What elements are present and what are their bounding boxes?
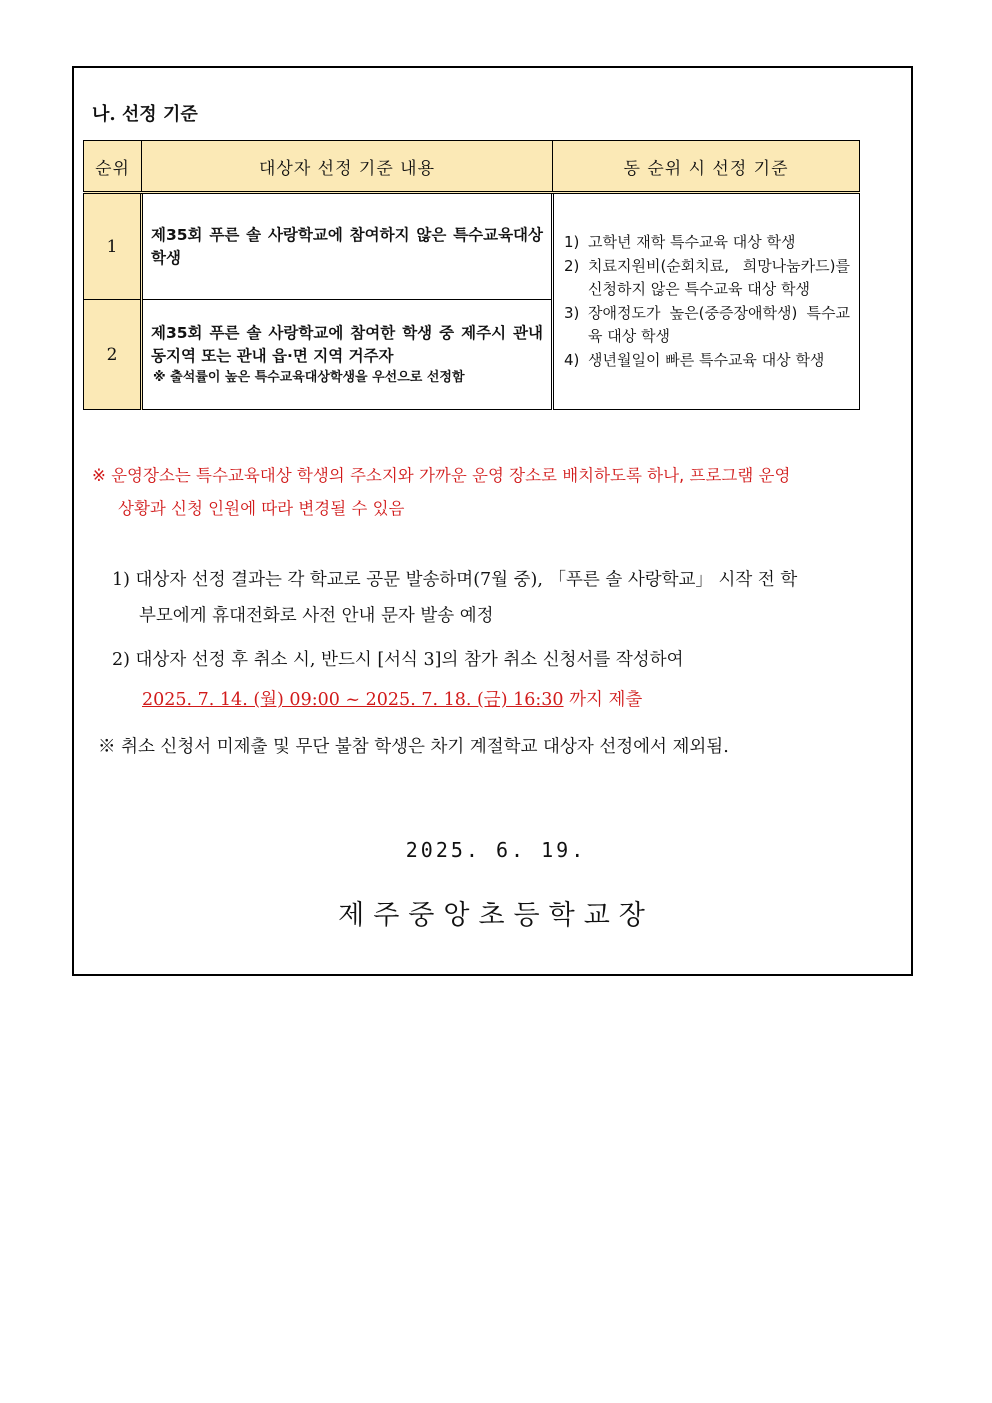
table-header-row (84, 141, 860, 193)
issuer-signature: 제주중앙초등학교장 (338, 900, 654, 931)
venue-notice-line: 상황과 신청 인원에 따라 변경될 수 있음 (118, 499, 405, 518)
header-content: 대상자 선정 기준 내용 (142, 141, 553, 193)
deadline-period: 2025. 7. 14. (월) 09:00 ~ 2025. 7. 18. (금) 16:30 (142, 690, 564, 710)
tie-criteria-cell (553, 193, 860, 410)
document-date: 2025. 6. 19. (405, 838, 587, 862)
procedure-list (112, 562, 907, 718)
list-item: 2) 대상자 선정 후 취소 시, 반드시 [서식 3]의 참가 취소 신청서를 작성하여 (112, 650, 684, 670)
cancel-notice: ※ 취소 신청서 미제출 및 무단 불참 학생은 차기 계절학교 대상자 선정에서 제외됨. (98, 737, 729, 757)
deadline-suffix: 까지 제출 (563, 690, 643, 710)
venue-notice-line: ※ 운영장소는 특수교육대상 학생의 주소지와 가까운 운영 장소로 배치하도록 하나, 프로그램 운영 (92, 466, 791, 485)
tie-criteria-item: 3) 장애정도가 높은(중증장애학생) 특수교육 대상 학생 (564, 303, 850, 345)
section-title: 나. 선정 기준 (92, 104, 198, 125)
content-text: 제35회 푸른 솔 사랑학교에 참여하지 않은 특수교육대상학생 (151, 225, 543, 267)
list-item-continuation: 부모에게 휴대전화로 사전 안내 문자 발송 예정 (139, 606, 494, 626)
tie-criteria-item: 2) 치료지원비(순회치료, 희망나눔카드)를 신청하지 않은 특수교육 대상 학생 (564, 256, 850, 298)
deadline (112, 682, 907, 718)
content-cell (142, 300, 553, 410)
content-text: 제35회 푸른 솔 사랑학교에 참여한 학생 중 제주시 관내 동지역 또는 관내 읍·면 지역 거주자 (151, 323, 543, 365)
tie-criteria-item: 4) 생년월일이 빠른 특수교육 대상 학생 (564, 350, 825, 369)
rank-cell: 2 (84, 300, 142, 410)
content-cell (142, 193, 553, 300)
table-row (84, 193, 860, 300)
list-item: 1) 대상자 선정 결과는 각 학교로 공문 발송하며(7월 중), 「푸른 솔 사랑학교」 시작 전 학 (112, 570, 798, 590)
rank-cell: 1 (84, 193, 142, 300)
content-note: ※ 출석률이 높은 특수교육대상학생을 우선으로 선정함 (153, 369, 465, 385)
tie-criteria-item: 1) 고학년 재학 특수교육 대상 학생 (564, 233, 796, 251)
header-tie-criteria: 동 순위 시 선정 기준 (553, 141, 860, 193)
selection-criteria-table (83, 140, 860, 410)
header-rank: 순위 (84, 141, 142, 193)
venue-notice (92, 459, 907, 525)
